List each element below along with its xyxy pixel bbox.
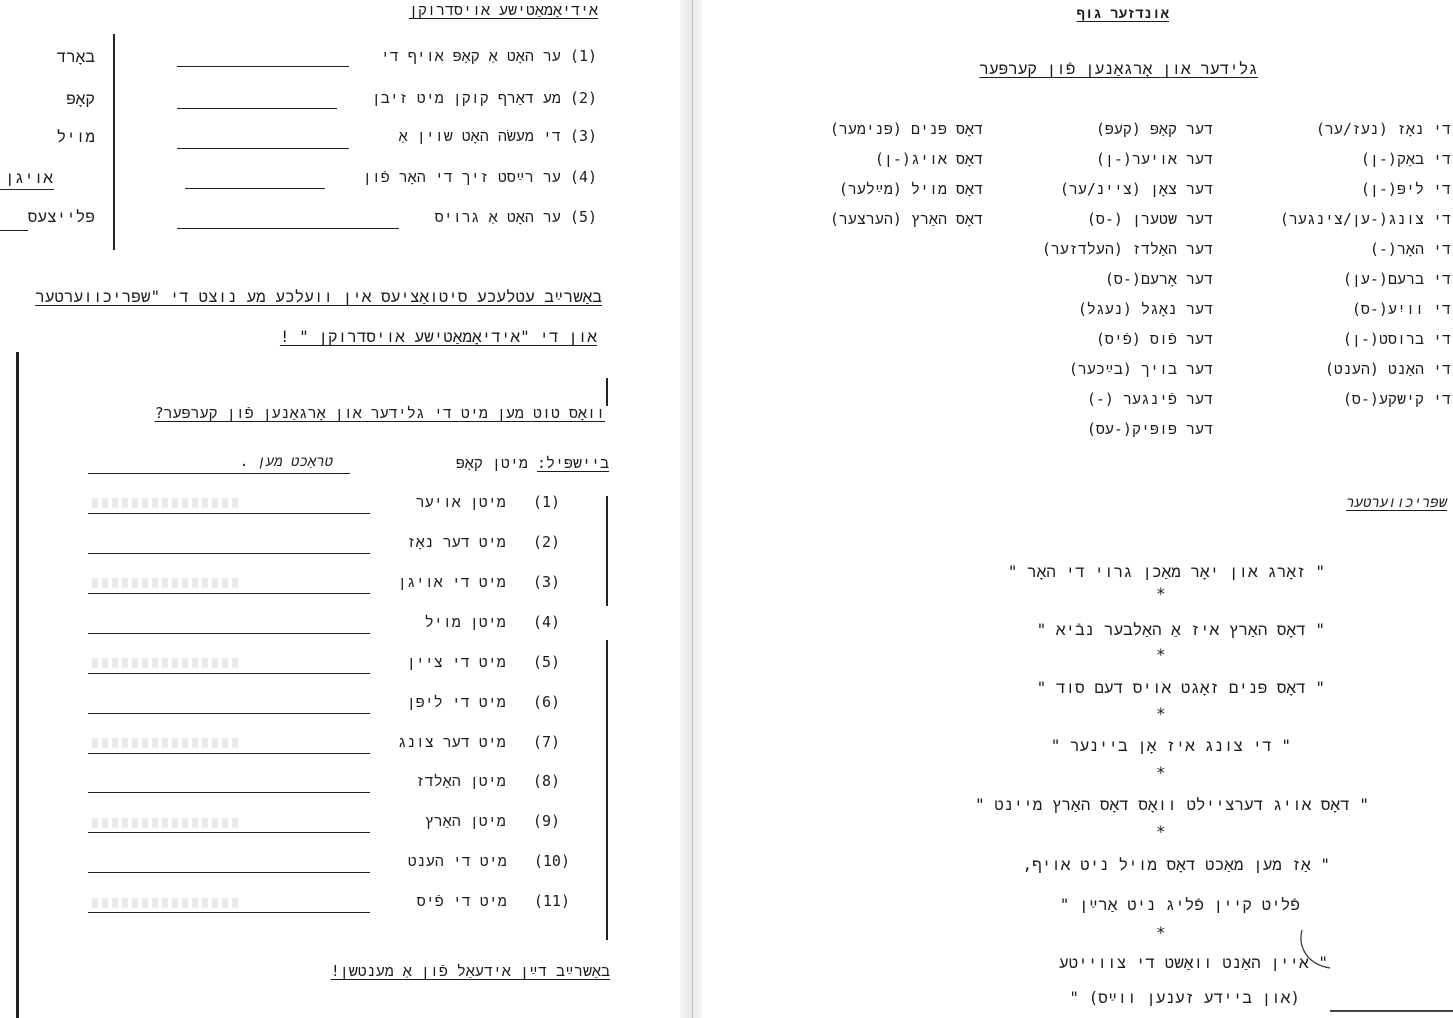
exercise-item-2: (2) מיט דער נאָז (406, 533, 560, 551)
vocab-die-10: די קישקע(-ס) (1342, 390, 1451, 408)
vocab-der-4: דער שטערן (-ס) (1086, 210, 1213, 228)
exercise-item-8: (8) מיטן האַלדז (415, 772, 560, 790)
exercise-item-10: (10) מיט די הענט (407, 852, 570, 870)
idiom-4: (4) ער רײַסט זיך די האָר פֿון (362, 168, 597, 186)
proverb-7a: " איין האַנט וואַשט די צווייטע (1058, 953, 1328, 972)
pencil-arc (1290, 924, 1340, 974)
exercise-right-rule-2 (606, 640, 608, 940)
star-separator: * (1156, 704, 1166, 723)
blank-3[interactable] (177, 148, 349, 149)
page-gutter (680, 0, 702, 1018)
star-separator: * (1156, 763, 1166, 782)
exercise-item-9: (9) מיטן האַרץ (424, 812, 560, 830)
vocab-dos-4: דאָס האַרץ (הערצער) (829, 210, 983, 228)
answer-line-5[interactable] (88, 673, 370, 674)
vocab-die-4: די צונג(-ען/צינגער) (1279, 210, 1451, 228)
vocab-subheading: גלידער און אָרגאַנען פֿון קערפּער (979, 59, 1258, 78)
answer-line-8[interactable] (88, 792, 370, 793)
erased-mark (92, 738, 242, 748)
vocab-die-3: די ליפּ(-ן) (1360, 180, 1451, 198)
instruction-line-2: און די "אידיאָמאַטישע אויסדרוקן " ! (279, 327, 597, 346)
answer-line-2[interactable] (88, 553, 370, 554)
proverb-7b: (און ביידע זענען ווײַס) " (1069, 988, 1300, 1007)
vocab-dos-3: דאָס מויל (מײַלער) (838, 180, 983, 198)
idiom-3: (3) די מעשׂה האָט שוין אַ (398, 127, 597, 145)
vocab-der-10: דער פֿינגער (-) (1086, 390, 1213, 408)
proverb-5: " דאָס אויג דערציילט וואָס דאָס האַרץ מיינט " (975, 795, 1369, 814)
word-bank-5: פּלייצעס (27, 207, 95, 226)
proverb-3: " דאָס פּנים זאָגט אויס דעם סוד " (1036, 678, 1325, 697)
gutter-line (692, 0, 693, 1018)
vocab-der-9: דער בויך (בײַכער) (1068, 360, 1213, 378)
erased-mark (92, 658, 242, 668)
word-bank-2: קאָפּ (66, 89, 95, 108)
answer-line-3[interactable] (88, 593, 370, 594)
exercise-item-6: (6) מיט די ליפּן (406, 693, 560, 711)
answer-line-11[interactable] (88, 912, 370, 913)
star-separator: * (1156, 645, 1166, 664)
left-header: אידיאָמאַטישע אויסדרוקן (408, 1, 598, 19)
exercise-item-7: (7) מיט דער צונג (397, 733, 560, 751)
blank-1[interactable] (177, 66, 349, 67)
blank-4[interactable] (185, 188, 325, 189)
word-bank-divider (113, 34, 115, 250)
vocab-die-1: די נאָז (נעז/ער) (1315, 120, 1451, 138)
vocab-dos-1: דאָס פּנים (פּנימער) (829, 120, 983, 138)
answer-line-10[interactable] (88, 872, 370, 873)
exercise-item-11: (11) מיט די פֿיס (416, 892, 570, 910)
idiom-1: (1) ער האָט אַ קאָפּ אויף די (380, 47, 597, 65)
vocab-der-5: דער האַלדז (העלדזער) (1041, 240, 1213, 258)
vocab-der-3: דער צאָן (ציינ/ער) (1059, 180, 1213, 198)
answer-line-9[interactable] (88, 832, 370, 833)
question-right-rule (606, 378, 608, 406)
answer-line-4[interactable] (88, 633, 370, 634)
vocab-der-8: דער פֿוס (פֿיס) (1095, 330, 1213, 348)
word-bank-4: אויגן (4, 168, 53, 187)
page-edge-line (16, 352, 19, 1018)
answer-line-7[interactable] (88, 753, 370, 754)
blank-2[interactable] (177, 108, 337, 109)
vocab-der-2: דער אויער(-ן) (1095, 150, 1213, 168)
vocab-die-9: די האַנט (הענט) (1324, 360, 1451, 378)
closing-prompt: באַשרײַב דײַן אידעאַל פֿון אַ מענטשן! (330, 962, 610, 980)
question-heading: וואָס טוט מען מיט די גלידער און אָרגאַנען פֿון קערפּער? (154, 404, 605, 422)
vocab-der-11: דער פּופּיק(-עס) (1086, 420, 1213, 438)
vocab-die-2: די באַק(-ן) (1360, 150, 1451, 168)
instruction-line-1: באַשרײַב עטלעכע סיטואַציעס אין וועלכע מע נוצט די "שפּריכווערטער (35, 287, 602, 306)
example-row: ביישפּיל: מיטן קאָפּ (455, 454, 609, 472)
erased-mark (92, 498, 242, 508)
word-bank-underline-5 (0, 230, 28, 231)
exercise-item-5: (5) מיט די ציין (406, 653, 560, 671)
word-bank-underline-4 (0, 189, 54, 190)
erased-mark (92, 578, 242, 588)
proverb-1: " זאָרג און יאָר מאַכן גרוי די האָר " (1007, 562, 1325, 581)
star-separator: * (1156, 584, 1166, 603)
star-separator: * (1156, 822, 1166, 841)
proverb-6b: פֿליט קיין פֿליג ניט אַרײַן " (1059, 895, 1300, 914)
proverb-4: " די צונג איז אָן ביינער " (1050, 736, 1291, 755)
word-bank-3: מויל (56, 127, 95, 146)
proverb-2: " דאָס האַרץ איז אַ האַלבער נבֿיא " (1036, 620, 1325, 639)
answer-line-6[interactable] (88, 713, 370, 714)
idiom-2: (2) מע דאַרף קוקן מיט זיבן (371, 89, 597, 107)
erased-mark (92, 898, 242, 908)
example-answer-line (88, 473, 350, 474)
exercise-item-1: (1) מיטן אויער (415, 493, 560, 511)
example-answer: טראַכט מען . (240, 454, 333, 470)
star-separator: * (1156, 923, 1166, 942)
blank-5[interactable] (177, 228, 399, 229)
vocab-die-5: די האָר(-) (1369, 240, 1451, 258)
idiom-5: (5) ער האָט אַ גרויס (434, 208, 597, 226)
vocab-die-8: די ברוסט(-ן) (1342, 330, 1451, 348)
exercise-item-4: (4) מיטן מויל (424, 613, 560, 631)
right-header: אונדזער גוף (1076, 6, 1169, 22)
vocab-die-7: די וויִע(-ס) (1351, 300, 1451, 318)
vocab-dos-2: דאָס אויג(-ן) (874, 150, 983, 168)
bottom-edge-rule (1330, 1010, 1453, 1012)
erased-mark (92, 818, 242, 828)
exercise-item-3: (3) מיט די אויגן (397, 573, 560, 591)
proverb-6a: " אַז מען מאַכט דאָס מויל ניט אויף, (1022, 855, 1330, 874)
proverbs-heading: שפּריכווערטער (1346, 495, 1447, 511)
vocab-der-6: דער אָרעם(-ס) (1104, 270, 1213, 288)
word-bank-1: באָרד (56, 47, 95, 66)
vocab-die-6: די ברעם(-ען) (1342, 270, 1451, 288)
exercise-right-rule-1 (606, 496, 608, 606)
answer-line-1[interactable] (88, 513, 370, 514)
vocab-der-1: דער קאָפּ (קעפּ) (1095, 120, 1213, 138)
vocab-der-7: דער נאָגל (נעגל) (1077, 300, 1213, 318)
